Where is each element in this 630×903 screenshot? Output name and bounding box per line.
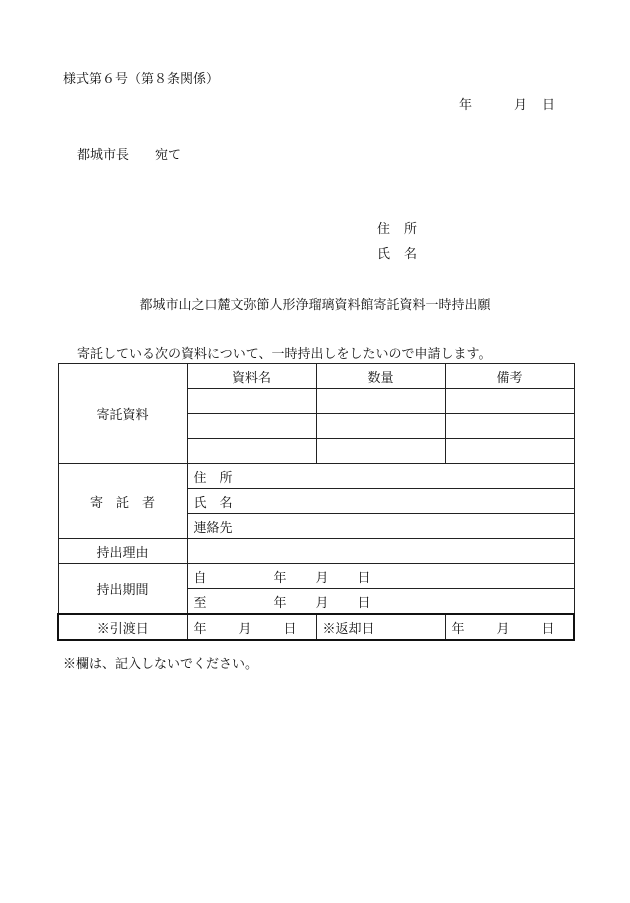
reason-field[interactable]: [187, 539, 574, 564]
return-day: 日: [541, 621, 555, 637]
period-to-label: 至: [193, 595, 207, 611]
document-title: 都城市山之口麓文弥節人形浄瑠璃資料館寄託資料一時持出願: [139, 298, 491, 313]
deposited-materials-label: 寄託資料: [58, 364, 187, 464]
handover-year: 年: [193, 621, 207, 637]
remarks-cell[interactable]: [445, 389, 574, 414]
quantity-cell[interactable]: [316, 439, 445, 464]
period-from-month: 月: [315, 570, 329, 586]
depositor-address-field[interactable]: [187, 464, 574, 489]
recipient-suffix: 宛て: [155, 148, 182, 163]
depositor-contact-field[interactable]: [187, 514, 574, 539]
quantity-cell[interactable]: [316, 414, 445, 439]
date-line: [459, 94, 555, 113]
remarks-cell[interactable]: [445, 439, 574, 464]
return-year: 年: [451, 621, 465, 637]
date-year-label: 年: [459, 98, 473, 113]
handover-label: ※引渡日: [58, 614, 187, 640]
period-from-label: 自: [193, 570, 207, 586]
quantity-cell[interactable]: [316, 389, 445, 414]
header-quantity: 数量: [316, 364, 445, 389]
footnote: ※欄は、記入しないでください。: [63, 657, 259, 672]
header-material-name: 資料名: [187, 364, 316, 389]
date-month-label: 月: [514, 98, 528, 113]
recipient: [77, 144, 181, 163]
period-to-month: 月: [315, 595, 329, 611]
depositor-label: 寄 託 者: [58, 464, 187, 539]
remarks-cell[interactable]: [445, 414, 574, 439]
period-to-day: 日: [357, 595, 371, 611]
depositor-contact-label: 連絡先: [193, 520, 233, 536]
header-remarks: 備考: [445, 364, 574, 389]
handover-month: 月: [238, 621, 252, 637]
application-table: [57, 363, 575, 641]
return-month: 月: [496, 621, 510, 637]
handover-day: 日: [283, 621, 297, 637]
material-name-cell[interactable]: [187, 389, 316, 414]
return-label: ※返却日: [316, 614, 445, 640]
material-name-cell[interactable]: [187, 414, 316, 439]
recipient-name: 都城市長: [77, 148, 130, 163]
period-from-year: 年: [273, 570, 287, 586]
applicant-name-label: 氏名: [377, 247, 432, 262]
period-label: 持出期間: [58, 564, 187, 615]
period-from-day: 日: [357, 570, 371, 586]
applicant-address-label: 住所: [377, 222, 432, 237]
period-to-field[interactable]: [187, 589, 574, 615]
material-name-cell[interactable]: [187, 439, 316, 464]
handover-date-field[interactable]: [187, 614, 316, 640]
form-number: 様式第６号（第８条関係）: [63, 72, 220, 87]
depositor-name-label: 氏 名: [193, 495, 233, 511]
intro-text: 寄託している次の資料について、一時持出しをしたいので申請します。: [77, 347, 492, 362]
period-from-field[interactable]: [187, 564, 574, 589]
depositor-name-field[interactable]: [187, 489, 574, 514]
period-to-year: 年: [273, 595, 287, 611]
return-date-field[interactable]: [445, 614, 574, 640]
depositor-address-label: 住 所: [193, 470, 233, 486]
date-day-label: 日: [542, 98, 556, 113]
reason-label: 持出理由: [58, 539, 187, 564]
